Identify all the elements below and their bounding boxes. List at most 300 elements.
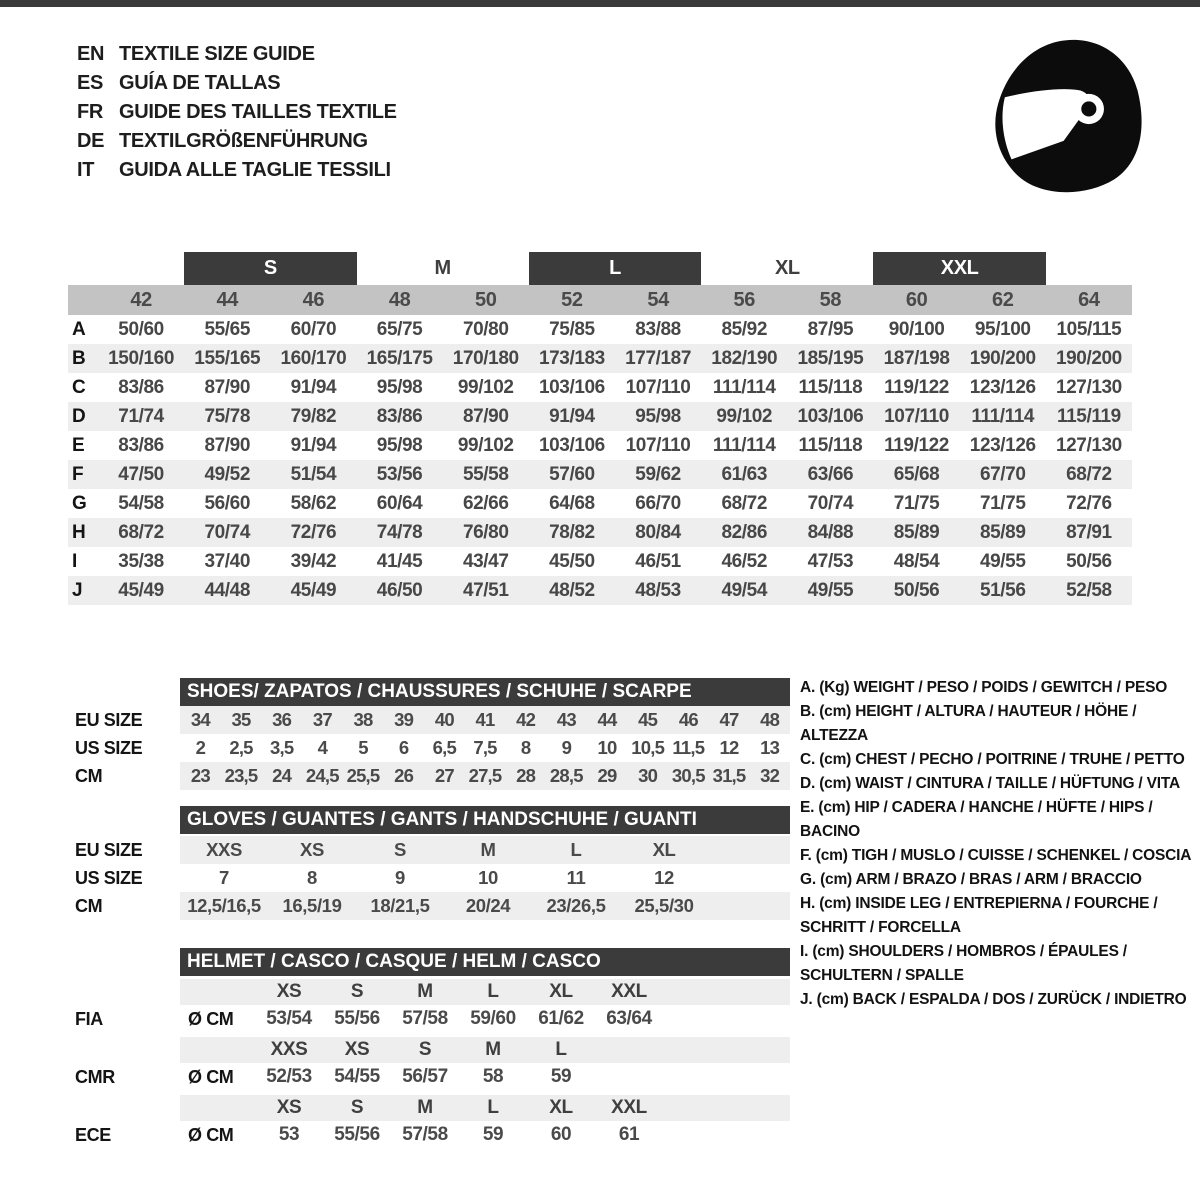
shoes-size-cell: 2,5: [229, 737, 253, 758]
size-value-cell: 57/60: [549, 463, 595, 485]
numeric-size: 46: [302, 288, 325, 311]
shoes-table: [75, 678, 790, 790]
size-value-cell: 60/64: [376, 492, 423, 514]
size-value-cell: 119/122: [884, 434, 949, 456]
size-value-cell: 85/89: [979, 521, 1026, 543]
size-value-cell: 185/195: [797, 347, 864, 369]
size-value-cell: 68/72: [118, 521, 164, 543]
shoes-size-cell: 39: [394, 709, 414, 730]
helmet-sizes-row: [75, 979, 790, 1005]
gloves-size-cell: 23/26,5: [546, 895, 606, 916]
size-value-cell: 41/45: [376, 550, 423, 572]
helmet-size-label: S: [350, 981, 364, 1002]
shoes-size-cell: 37: [312, 709, 332, 730]
size-value-cell: 50/60: [118, 318, 164, 340]
language-code: EN: [77, 43, 105, 65]
size-value-cell: 83/86: [118, 434, 164, 456]
helmet-values-row: [75, 1005, 790, 1033]
row-letter: I: [72, 550, 77, 572]
size-value-cell: 190/200: [969, 347, 1036, 369]
size-value-cell: 75/85: [549, 318, 595, 340]
shoes-size-cell: 34: [190, 709, 210, 730]
size-value-cell: 50/56: [893, 579, 940, 601]
size-value-cell: 50/56: [1066, 550, 1112, 572]
numeric-size: 62: [992, 288, 1014, 311]
size-value-cell: 49/54: [721, 579, 768, 601]
gloves-size-cell: XXS: [206, 839, 242, 860]
numeric-size: 64: [1078, 288, 1100, 311]
size-value-cell: 99/102: [716, 405, 773, 427]
size-value-cell: 60/70: [290, 318, 337, 340]
helmet-size-value: 56/57: [402, 1066, 448, 1087]
size-value-cell: 56/60: [204, 492, 251, 514]
size-value-cell: 68/72: [721, 492, 768, 514]
row-letter: C: [72, 376, 86, 398]
gloves-row: [75, 864, 790, 892]
gloves-row: [75, 836, 790, 864]
helmet-size-value: 55/56: [334, 1008, 380, 1029]
size-value-cell: 155/165: [194, 347, 261, 369]
language-title-list: [77, 40, 397, 185]
shoes-size-cell: 25,5: [346, 765, 380, 786]
size-value-cell: 46/50: [376, 579, 423, 601]
size-value-cell: 49/55: [807, 579, 854, 601]
size-value-cell: 83/88: [635, 318, 681, 340]
gloves-size-cell: 10: [478, 867, 498, 888]
numeric-size: 58: [819, 288, 842, 311]
measurement-row: [68, 431, 1132, 460]
size-value-cell: 85/92: [721, 318, 768, 340]
row-letter: G: [72, 492, 87, 514]
size-value-cell: 72/76: [1066, 492, 1112, 514]
gloves-row-label: US SIZE: [75, 867, 143, 888]
size-group-label: XXL: [873, 252, 1045, 285]
helmet-size-value: 58: [482, 1066, 504, 1087]
size-value-cell: 95/98: [635, 405, 681, 427]
size-value-cell: 74/78: [376, 521, 423, 543]
helmet-size-label: XXL: [611, 981, 647, 1002]
size-value-cell: 91/94: [549, 405, 595, 427]
shoes-size-cell: 35: [231, 709, 251, 730]
helmet-values-row: [75, 1063, 790, 1091]
shoes-size-cell: 44: [597, 709, 617, 730]
language-title-row: [77, 98, 397, 127]
gloves-size-cell: 12: [654, 867, 674, 888]
language-title: GUIDE DES TAILLES TEXTILE: [119, 101, 397, 123]
size-value-cell: 66/70: [635, 492, 681, 514]
helmet-sizes-row: [75, 1095, 790, 1121]
size-value-cell: 68/72: [1066, 463, 1112, 485]
size-value-cell: 107/110: [884, 405, 949, 427]
size-value-cell: 103/106: [538, 434, 605, 456]
gloves-table: [75, 806, 790, 920]
shoes-row: [75, 762, 790, 790]
size-value-cell: 44/48: [204, 579, 251, 601]
size-value-cell: 82/86: [721, 521, 768, 543]
size-value-cell: 65/75: [376, 318, 423, 340]
gloves-size-cell: 11: [566, 867, 586, 888]
size-value-cell: 99/102: [457, 434, 514, 456]
shoes-size-cell: 45: [638, 709, 658, 730]
gloves-size-cell: XS: [300, 839, 324, 860]
shoes-size-cell: 40: [434, 709, 454, 730]
language-title: GUIDA ALLE TAGLIE TESSILI: [119, 159, 391, 181]
helmet-standard-label: ECE: [75, 1124, 111, 1145]
size-value-cell: 67/70: [979, 463, 1026, 485]
legend-item: C. (cm) CHEST / PECHO / POITRINE / TRUHE / PETTO: [800, 751, 1185, 768]
shoes-size-cell: 41: [475, 709, 495, 730]
size-value-cell: 119/122: [884, 376, 949, 398]
size-value-cell: 43/47: [462, 550, 509, 572]
size-value-cell: 47/53: [807, 550, 854, 572]
language-title-row: [77, 69, 397, 98]
size-value-cell: 91/94: [290, 434, 337, 456]
size-value-cell: 61/63: [721, 463, 768, 485]
legend-item: D. (cm) WAIST / CINTURA / TAILLE / HÜFTUNG / VITA: [800, 775, 1180, 792]
size-value-cell: 51/56: [979, 579, 1026, 601]
shoes-table-title: SHOES/ ZAPATOS / CHAUSSURES / SCHUHE / SCARPE: [180, 678, 790, 706]
size-value-cell: 115/118: [798, 376, 863, 398]
helmet-size-value: 63/64: [606, 1008, 652, 1029]
helmet-size-label: L: [487, 981, 499, 1002]
size-value-cell: 170/180: [452, 347, 519, 369]
helmet-standard-label: FIA: [75, 1008, 103, 1029]
size-value-cell: 46/51: [635, 550, 681, 572]
size-value-cell: 173/183: [538, 347, 605, 369]
size-value-cell: 99/102: [457, 376, 514, 398]
shoes-size-cell: 30,5: [671, 765, 705, 786]
measurement-row: [68, 402, 1132, 431]
size-value-cell: 85/89: [893, 521, 940, 543]
top-bar: [0, 0, 1200, 7]
shoes-size-cell: 42: [516, 709, 536, 730]
size-value-cell: 45/49: [118, 579, 164, 601]
shoes-size-cell: 23,5: [224, 765, 258, 786]
language-code: FR: [77, 101, 104, 123]
helmet-size-value: 55/56: [334, 1124, 380, 1145]
size-value-cell: 87/91: [1066, 521, 1112, 543]
size-value-cell: 127/130: [1055, 376, 1122, 398]
size-value-cell: 190/200: [1055, 347, 1122, 369]
helmet-size-label: XL: [549, 981, 573, 1002]
helmet-size-label: S: [418, 1039, 432, 1060]
helmet-standard-group: [75, 1095, 790, 1149]
gloves-size-cell: 8: [307, 867, 317, 888]
size-value-cell: 123/126: [969, 376, 1036, 398]
measurement-row: [68, 344, 1132, 373]
helmet-size-value: 59: [482, 1124, 504, 1145]
helmet-unit-label: Ø CM: [188, 1066, 234, 1087]
shoes-size-cell: 6: [398, 737, 409, 758]
size-value-cell: 150/160: [108, 347, 175, 369]
shoes-size-cell: 29: [597, 765, 617, 786]
shoes-size-cell: 28,5: [549, 765, 583, 786]
size-value-cell: 48/54: [893, 550, 940, 572]
gloves-row-label: CM: [75, 895, 103, 916]
size-value-cell: 71/74: [118, 405, 164, 427]
shoes-size-cell: 7,5: [473, 737, 497, 758]
helmet-size-value: 61: [618, 1124, 640, 1145]
size-value-cell: 63/66: [807, 463, 854, 485]
helmet-standard-group: [75, 979, 790, 1033]
size-value-cell: 95/100: [974, 318, 1031, 340]
size-value-cell: 87/90: [204, 376, 251, 398]
size-value-cell: 107/110: [625, 434, 691, 456]
helmet-size-label: XS: [276, 1097, 302, 1118]
shoes-size-cell: 27: [434, 765, 454, 786]
row-letter: D: [72, 405, 86, 427]
language-title: TEXTILGRÖßENFÜHRUNG: [119, 130, 368, 152]
shoes-row: [75, 734, 790, 762]
language-code: ES: [77, 72, 104, 94]
size-value-cell: 62/66: [462, 492, 509, 514]
helmet-sizes-spacer: [75, 1037, 180, 1063]
size-value-cell: 51/54: [290, 463, 337, 485]
size-value-cell: 47/51: [462, 579, 509, 601]
helmet-size-value: 57/58: [402, 1008, 448, 1029]
size-value-cell: 55/58: [462, 463, 509, 485]
size-value-cell: 87/90: [204, 434, 251, 456]
helmet-size-label: XS: [276, 981, 302, 1002]
numeric-size: 44: [216, 288, 238, 311]
shoes-size-cell: 8: [520, 737, 531, 758]
size-value-cell: 160/170: [280, 347, 347, 369]
size-value-cell: 55/65: [204, 318, 251, 340]
measurement-row: [68, 315, 1132, 344]
shoes-size-cell: 13: [760, 737, 780, 758]
size-value-cell: 87/95: [807, 318, 854, 340]
shoes-row-label: EU SIZE: [75, 709, 143, 730]
helmet-size-value: 59: [550, 1066, 572, 1087]
shoes-size-cell: 6,5: [432, 737, 456, 758]
size-value-cell: 48/53: [635, 579, 681, 601]
numeric-size: 50: [475, 288, 497, 311]
size-value-cell: 47/50: [118, 463, 164, 485]
measurement-row: [68, 518, 1132, 547]
shoes-size-cell: 30: [638, 765, 658, 786]
helmet-size-value: 57/58: [402, 1124, 448, 1145]
size-value-cell: 105/115: [1056, 318, 1122, 340]
size-value-cell: 90/100: [888, 318, 945, 340]
size-value-cell: 54/58: [118, 492, 164, 514]
size-value-cell: 79/82: [290, 405, 337, 427]
measurement-rows: [68, 315, 1132, 605]
size-value-cell: 127/130: [1055, 434, 1122, 456]
measurement-row: [68, 576, 1132, 605]
measurement-row: [68, 460, 1132, 489]
shoes-size-cell: 5: [358, 737, 368, 758]
row-letter: F: [72, 463, 84, 485]
size-value-cell: 123/126: [969, 434, 1036, 456]
legend-item: E. (cm) HIP / CADERA / HANCHE / HÜFTE / HIPS / BACINO: [800, 799, 1153, 840]
measurement-row: [68, 373, 1132, 402]
gloves-size-cell: 20/24: [465, 895, 511, 916]
size-value-cell: 115/118: [798, 434, 863, 456]
numeric-size-header-row: [68, 285, 1132, 315]
shoes-size-cell: 11,5: [672, 737, 705, 758]
measurement-row: [68, 489, 1132, 518]
shoes-row: [75, 706, 790, 734]
row-letter: B: [72, 347, 86, 369]
size-value-cell: 45/50: [549, 550, 595, 572]
legend-item: J. (cm) BACK / ESPALDA / DOS / ZURÜCK / INDIETRO: [800, 991, 1187, 1008]
size-value-cell: 165/175: [366, 347, 433, 369]
gloves-row-label: EU SIZE: [75, 839, 143, 860]
row-letter: H: [72, 521, 86, 543]
legend-item: A. (Kg) WEIGHT / PESO / POIDS / GEWITCH / PESO: [800, 679, 1168, 696]
size-value-cell: 37/40: [204, 550, 251, 572]
size-value-cell: 39/42: [290, 550, 337, 572]
size-group-bar-row: [68, 252, 1132, 285]
gloves-size-cell: M: [480, 839, 496, 860]
language-title-row: [77, 156, 397, 185]
row-letter: A: [72, 318, 86, 340]
shoes-size-cell: 24: [272, 765, 292, 786]
helmet-icon: [983, 30, 1151, 198]
gloves-size-cell: L: [570, 839, 582, 860]
helmet-sizes-row: [75, 1037, 790, 1063]
helmet-size-label: L: [555, 1039, 567, 1060]
size-group-label: XL: [774, 257, 800, 279]
legend-item: I. (cm) SHOULDERS / HOMBROS / ÉPAULES / SCHULTERN / SPALLE: [800, 943, 1127, 984]
size-value-cell: 71/75: [893, 492, 940, 514]
shoes-size-cell: 46: [678, 709, 698, 730]
numeric-size: 42: [130, 288, 152, 311]
size-value-cell: 72/76: [290, 521, 337, 543]
measurement-row: [68, 547, 1132, 576]
size-value-cell: 107/110: [625, 376, 691, 398]
numeric-size: 52: [561, 288, 583, 311]
helmet-sizes-spacer: [75, 1095, 180, 1121]
size-value-cell: 52/58: [1066, 579, 1112, 601]
legend-item: F. (cm) TIGH / MUSLO / CUISSE / SCHENKEL / COSCIA: [800, 847, 1192, 864]
size-value-cell: 48/52: [549, 579, 595, 601]
size-value-cell: 103/106: [797, 405, 864, 427]
legend-item: G. (cm) ARM / BRAZO / BRAS / ARM / BRACCIO: [800, 871, 1142, 888]
size-value-cell: 78/82: [549, 521, 595, 543]
shoes-size-cell: 43: [556, 709, 576, 730]
gloves-size-cell: XL: [652, 839, 676, 860]
size-value-cell: 35/38: [118, 550, 164, 572]
language-title-row: [77, 127, 397, 156]
shoes-size-cell: 9: [561, 737, 572, 758]
language-title: TEXTILE SIZE GUIDE: [119, 43, 315, 65]
size-value-cell: 49/52: [204, 463, 251, 485]
size-value-cell: 187/198: [883, 347, 950, 369]
shoes-size-cell: 3,5: [270, 737, 294, 758]
size-value-cell: 91/94: [290, 376, 337, 398]
size-value-cell: 46/52: [721, 550, 768, 572]
helmet-standard-group: [75, 1037, 790, 1091]
helmet-size-label: XXS: [270, 1039, 308, 1060]
size-value-cell: 87/90: [462, 405, 509, 427]
size-value-cell: 115/119: [1057, 405, 1121, 427]
size-value-cell: 75/78: [204, 405, 251, 427]
size-value-cell: 103/106: [538, 376, 605, 398]
helmet-size-value: 53: [278, 1124, 300, 1145]
helmet-size-value: 52/53: [266, 1066, 312, 1087]
numeric-size: 48: [388, 288, 411, 311]
numeric-size: 54: [647, 288, 669, 311]
shoes-row-label: US SIZE: [75, 737, 143, 758]
gloves-size-cell: S: [394, 839, 406, 860]
size-value-cell: 70/74: [204, 521, 251, 543]
shoes-size-cell: 24,5: [305, 765, 339, 786]
size-value-cell: 111/114: [712, 434, 776, 456]
size-value-cell: 49/55: [979, 550, 1026, 572]
helmet-size-label: M: [417, 981, 433, 1002]
shoes-row-label: CM: [75, 765, 103, 786]
language-title: GUÍA DE TALLAS: [119, 72, 281, 94]
size-value-cell: 83/86: [376, 405, 423, 427]
gloves-table-title: GLOVES / GUANTES / GANTS / HANDSCHUHE / GUANTI: [180, 806, 790, 834]
helmet-size-value: 61/62: [538, 1008, 584, 1029]
shoes-size-cell: 27,5: [468, 765, 502, 786]
helmet-size-value: 53/54: [266, 1008, 312, 1029]
shoes-size-cell: 32: [760, 765, 780, 786]
helmet-unit-label: Ø CM: [188, 1008, 234, 1029]
size-value-cell: 53/56: [376, 463, 423, 485]
size-value-cell: 111/114: [712, 376, 776, 398]
shoes-size-cell: 26: [394, 765, 414, 786]
shoes-size-cell: 12: [719, 737, 739, 758]
shoes-size-cell: 48: [760, 709, 780, 730]
helmet-size-label: S: [350, 1097, 364, 1118]
helmet-standard-label: CMR: [75, 1066, 115, 1087]
shoes-size-cell: 38: [353, 709, 373, 730]
size-group-label: L: [529, 252, 701, 285]
shoes-size-cell: 47: [719, 709, 739, 730]
language-title-row: [77, 40, 397, 69]
shoes-size-cell: 10: [597, 737, 617, 758]
size-group-label: M: [434, 257, 451, 279]
legend-item: H. (cm) INSIDE LEG / ENTREPIERNA / FOURCHE / SCHRITT / FORCELLA: [800, 895, 1158, 936]
measurement-legend: [800, 676, 1200, 1012]
helmet-size-label: L: [487, 1097, 499, 1118]
size-value-cell: 59/62: [635, 463, 681, 485]
helmet-sizes-spacer: [75, 979, 180, 1005]
textile-size-table: [68, 252, 1132, 605]
size-value-cell: 76/80: [462, 521, 509, 543]
helmet-size-value: 59/60: [470, 1008, 516, 1029]
gloves-size-cell: 9: [395, 867, 405, 888]
helmet-size-label: XXL: [611, 1097, 647, 1118]
helmet-size-label: XS: [344, 1039, 370, 1060]
gloves-size-cell: 18/21,5: [370, 895, 430, 916]
shoes-size-cell: 31,5: [712, 765, 746, 786]
size-value-cell: 95/98: [376, 434, 423, 456]
size-value-cell: 111/114: [971, 405, 1035, 427]
row-letter: J: [72, 579, 83, 601]
size-value-cell: 71/75: [979, 492, 1026, 514]
shoes-size-cell: 28: [516, 765, 536, 786]
size-value-cell: 58/62: [290, 492, 337, 514]
size-value-cell: 65/68: [893, 463, 940, 485]
gloves-size-cell: 7: [219, 867, 229, 888]
gloves-size-cell: 16,5/19: [282, 895, 342, 916]
gloves-size-cell: 12,5/16,5: [187, 895, 261, 916]
size-value-cell: 64/68: [549, 492, 595, 514]
size-value-cell: 80/84: [635, 521, 681, 543]
helmet-size-value: 54/55: [334, 1066, 380, 1087]
numeric-size: 60: [905, 288, 928, 311]
shoes-size-cell: 2: [195, 737, 206, 758]
shoes-size-cell: 4: [317, 737, 328, 758]
size-value-cell: 182/190: [711, 347, 778, 369]
shoes-size-cell: 10,5: [631, 737, 665, 758]
size-value-cell: 45/49: [290, 579, 337, 601]
helmet-size-label: M: [485, 1039, 501, 1060]
